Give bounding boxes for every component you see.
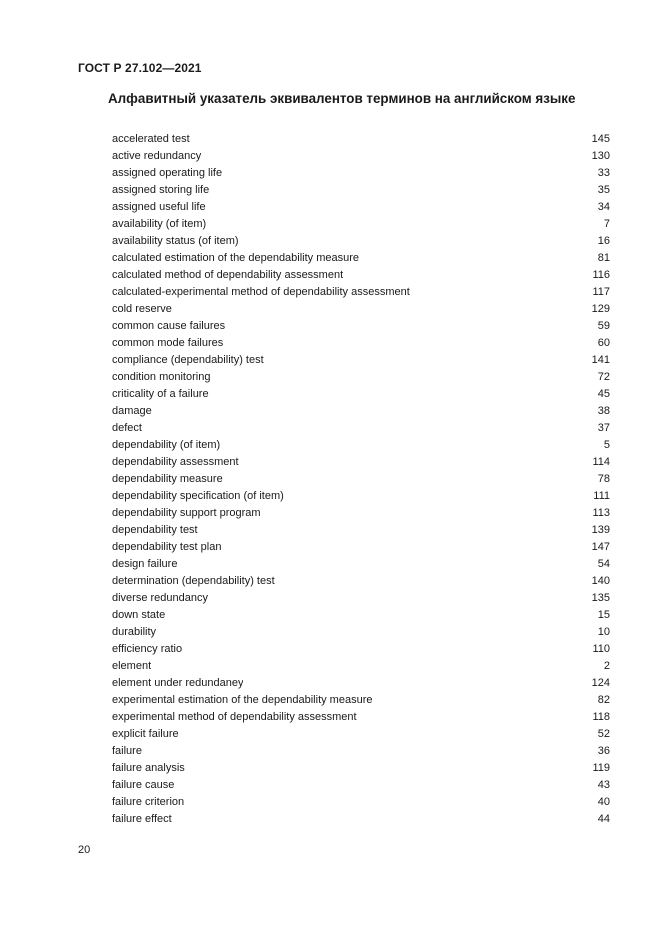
- index-entry: [112, 403, 610, 420]
- index-entry: [112, 267, 610, 284]
- index-term: failure criterion: [112, 796, 185, 808]
- index-term: calculated estimation of the dependability measure: [112, 252, 360, 264]
- index-entry: [112, 386, 610, 403]
- index-entry: [112, 760, 610, 777]
- index-term: failure effect: [112, 813, 172, 825]
- index-term: calculated-experimental method of dependability assessment: [112, 286, 410, 298]
- index-entry: [112, 352, 610, 369]
- index-page-ref: 141: [591, 354, 610, 366]
- index-term: dependability test plan: [112, 541, 222, 553]
- index-page-ref: 114: [592, 456, 610, 468]
- index-entry: [112, 743, 610, 760]
- index-term: availability status (of item): [112, 235, 239, 247]
- index-page-ref: 113: [592, 507, 610, 519]
- index-page-ref: 10: [597, 626, 610, 638]
- index-title: Алфавитный указатель эквивалентов терминов на английском языке: [108, 91, 576, 106]
- index-term: diverse redundancy: [112, 592, 209, 604]
- index-term: dependability support program: [112, 507, 261, 519]
- index-page-ref: 2: [603, 660, 610, 672]
- index-entry: [112, 573, 610, 590]
- index-page-ref: 16: [597, 235, 610, 247]
- index-entry: [112, 658, 610, 675]
- index-page-ref: 117: [592, 286, 610, 298]
- document-code: ГОСТ Р 27.102—2021: [78, 61, 202, 75]
- index-page-ref: 118: [592, 711, 610, 723]
- index-page-ref: 36: [597, 745, 610, 757]
- index-entry: [112, 641, 610, 658]
- index-term: element under redundaney: [112, 677, 244, 689]
- index-term: criticality of a failure: [112, 388, 209, 400]
- index-term: down state: [112, 609, 166, 621]
- index-term: accelerated test: [112, 133, 190, 145]
- index-entry: [112, 522, 610, 539]
- index-entry: [112, 488, 610, 505]
- index-entry: [112, 301, 610, 318]
- index-term: failure cause: [112, 779, 175, 791]
- index-page-ref: 124: [591, 677, 610, 689]
- index-entry: [112, 165, 610, 182]
- index-entry: [112, 590, 610, 607]
- index-page-ref: 119: [592, 762, 610, 774]
- index-entry: [112, 505, 610, 522]
- index-term: failure: [112, 745, 142, 757]
- index-page-ref: 5: [603, 439, 610, 451]
- page-number: 20: [78, 844, 91, 856]
- index-term: calculated method of dependability assessment: [112, 269, 344, 281]
- index-entry: [112, 437, 610, 454]
- index-term: element: [112, 660, 152, 672]
- index-entry: [112, 284, 610, 301]
- index-term: dependability specification (of item): [112, 490, 284, 502]
- index-entry: [112, 454, 610, 471]
- index-entry: [112, 777, 610, 794]
- index-entry: [112, 369, 610, 386]
- index-term: design failure: [112, 558, 178, 570]
- index-term: experimental estimation of the dependability measure: [112, 694, 373, 706]
- index-entry: [112, 692, 610, 709]
- index-page-ref: 111: [593, 490, 610, 502]
- index-term: assigned operating life: [112, 167, 223, 179]
- index-page-ref: 34: [597, 201, 610, 213]
- index-page-ref: 129: [591, 303, 610, 315]
- index-page-ref: 82: [597, 694, 610, 706]
- index-entry: [112, 131, 610, 148]
- index-entry: [112, 556, 610, 573]
- index-page-ref: 54: [597, 558, 610, 570]
- index-entry: [112, 233, 610, 250]
- index-page-ref: 45: [597, 388, 610, 400]
- index-term: durability: [112, 626, 157, 638]
- index-term: defect: [112, 422, 142, 434]
- index-term: determination (dependability) test: [112, 575, 275, 587]
- index-page-ref: 37: [597, 422, 610, 434]
- index-page-ref: 147: [591, 541, 610, 553]
- index-page-ref: 140: [591, 575, 610, 587]
- index-page-ref: 81: [597, 252, 610, 264]
- index-page-ref: 44: [597, 813, 610, 825]
- index-page-ref: 43: [597, 779, 610, 791]
- index-page-ref: 116: [592, 269, 610, 281]
- index-entry: [112, 675, 610, 692]
- index-page-ref: 72: [597, 371, 610, 383]
- index-term: assigned storing life: [112, 184, 210, 196]
- index-entry: [112, 607, 610, 624]
- index-entry: [112, 709, 610, 726]
- index-entry: [112, 539, 610, 556]
- index-entry: [112, 199, 610, 216]
- index-page-ref: 110: [592, 643, 610, 655]
- index-entry: [112, 318, 610, 335]
- index-page-ref: 35: [597, 184, 610, 196]
- index-entry: [112, 471, 610, 488]
- index-entry: [112, 420, 610, 437]
- index-page-ref: 60: [597, 337, 610, 349]
- index-term: availability (of item): [112, 218, 207, 230]
- index-page-ref: 139: [591, 524, 610, 536]
- index-page-ref: 33: [597, 167, 610, 179]
- index-term: condition monitoring: [112, 371, 211, 383]
- index-list: [112, 131, 610, 828]
- index-entry: [112, 250, 610, 267]
- index-page-ref: 145: [591, 133, 610, 145]
- index-entry: [112, 335, 610, 352]
- index-page-ref: 78: [597, 473, 610, 485]
- index-page-ref: 52: [597, 728, 610, 740]
- index-term: failure analysis: [112, 762, 185, 774]
- index-term: assigned useful life: [112, 201, 206, 213]
- index-page-ref: 38: [597, 405, 610, 417]
- index-page-ref: 7: [603, 218, 610, 230]
- index-page-ref: 15: [597, 609, 610, 621]
- index-term: dependability test: [112, 524, 198, 536]
- index-term: compliance (dependability) test: [112, 354, 264, 366]
- index-term: dependability assessment: [112, 456, 239, 468]
- index-term: efficiency ratio: [112, 643, 183, 655]
- index-term: active redundancy: [112, 150, 202, 162]
- index-page-ref: 130: [591, 150, 610, 162]
- index-entry: [112, 624, 610, 641]
- index-term: experimental method of dependability assessment: [112, 711, 357, 723]
- index-entry: [112, 811, 610, 828]
- index-term: common cause failures: [112, 320, 226, 332]
- index-page-ref: 40: [597, 796, 610, 808]
- index-term: cold reserve: [112, 303, 172, 315]
- index-entry: [112, 726, 610, 743]
- index-term: explicit failure: [112, 728, 179, 740]
- index-entry: [112, 794, 610, 811]
- index-entry: [112, 148, 610, 165]
- index-term: dependability measure: [112, 473, 223, 485]
- index-term: common mode failures: [112, 337, 224, 349]
- index-term: dependability (of item): [112, 439, 221, 451]
- index-term: damage: [112, 405, 152, 417]
- index-page-ref: 135: [591, 592, 610, 604]
- index-entry: [112, 182, 610, 199]
- index-entry: [112, 216, 610, 233]
- index-page-ref: 59: [597, 320, 610, 332]
